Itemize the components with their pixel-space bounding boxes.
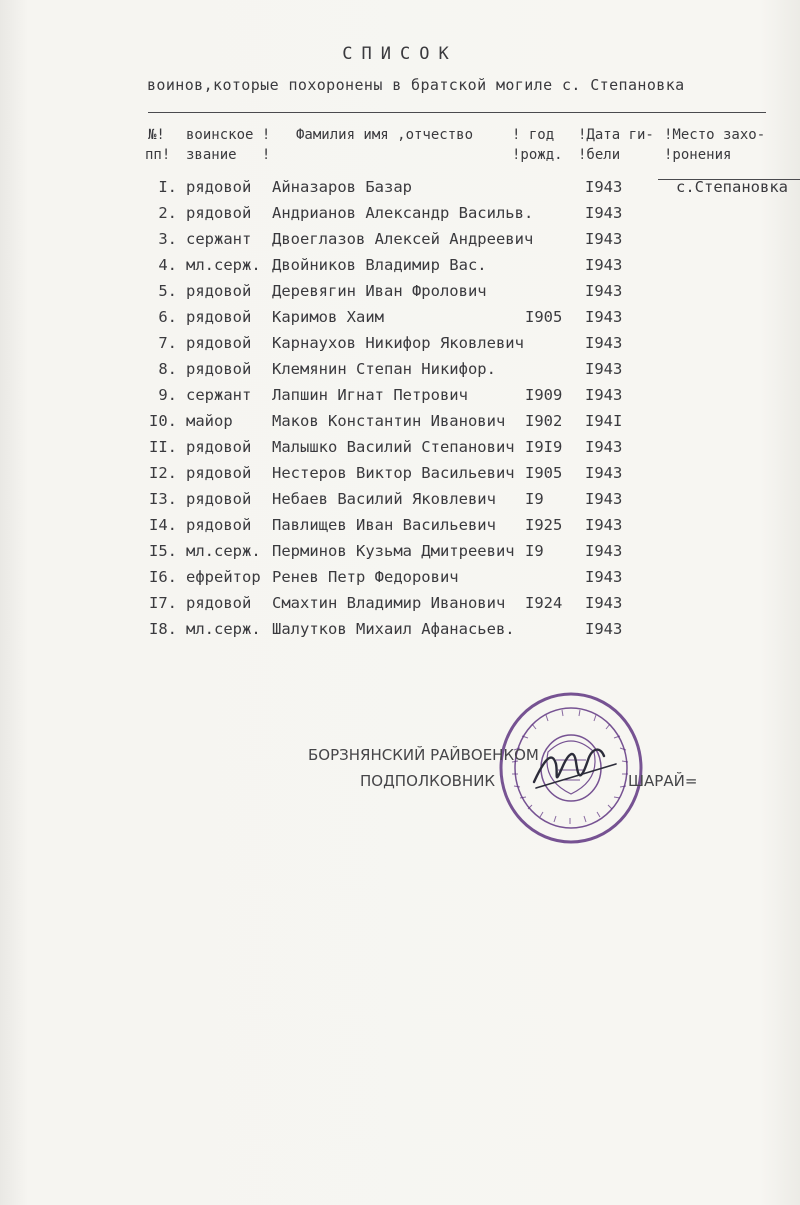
table-row	[0, 256, 800, 282]
row-num: 7.	[158, 334, 177, 352]
table-row	[0, 178, 800, 204]
table-row	[0, 620, 800, 646]
header-name: Фамилия имя ,отчество	[296, 127, 474, 143]
row-name: Небаев Василий Яковлевич	[272, 490, 496, 508]
row-num: I2.	[149, 464, 177, 482]
header-rank-bottom: звание !	[186, 147, 271, 163]
table-row	[0, 542, 800, 568]
table-row	[0, 516, 800, 542]
row-name: Деревягин Иван Фролович	[272, 282, 487, 300]
row-rank: рядовой	[186, 490, 252, 508]
row-death-year: I94I	[585, 412, 623, 430]
header-dyear-bottom: !бели	[578, 147, 621, 163]
table-row	[0, 334, 800, 360]
row-name: Айназаров Базар	[272, 178, 412, 196]
official-stamp	[496, 690, 646, 846]
row-rank: сержант	[186, 230, 252, 248]
table-row	[0, 464, 800, 490]
table-row	[0, 204, 800, 230]
table-row	[0, 568, 800, 594]
row-death-year: I943	[585, 620, 623, 638]
row-death-year: I943	[585, 360, 623, 378]
row-death-year: I943	[585, 282, 623, 300]
row-birth-year: I9	[525, 542, 544, 560]
row-num: 8.	[158, 360, 177, 378]
row-death-year: I943	[585, 178, 623, 196]
row-birth-year: I905	[525, 308, 563, 326]
header-byear-bottom: !рожд.	[512, 147, 563, 163]
row-name: Шалутков Михаил Афанасьев.	[272, 620, 515, 638]
row-rank: рядовой	[186, 204, 252, 222]
row-name: Перминов Кузьма Дмитреевич	[272, 542, 515, 560]
row-name: Нестеров Виктор Васильевич	[272, 464, 515, 482]
row-rank: рядовой	[186, 282, 252, 300]
signature-line-office: БОРЗНЯНСКИЙ РАЙВОЕНКОМ	[308, 746, 539, 764]
row-num: 5.	[158, 282, 177, 300]
row-name: Павлищев Иван Васильевич	[272, 516, 496, 534]
row-birth-year: I924	[525, 594, 563, 612]
table-row	[0, 594, 800, 620]
row-birth-year: I905	[525, 464, 563, 482]
row-birth-year: I9	[525, 490, 544, 508]
row-death-year: I943	[585, 568, 623, 586]
row-rank: ефрейтор	[186, 568, 261, 586]
row-rank: мл.серж.	[186, 542, 261, 560]
row-rank: рядовой	[186, 594, 252, 612]
row-num: 4.	[158, 256, 177, 274]
row-num: I7.	[149, 594, 177, 612]
row-num: I4.	[149, 516, 177, 534]
row-birth-year: I9I9	[525, 438, 563, 456]
row-num: I5.	[149, 542, 177, 560]
table-row	[0, 230, 800, 256]
row-death-year: I943	[585, 542, 623, 560]
document-title: СПИСОК	[342, 44, 458, 64]
header-rank-top: воинское !	[186, 127, 271, 143]
header-dyear-top: !Дата ги-	[578, 127, 654, 143]
header-num-top: №!	[148, 127, 165, 143]
row-num: 6.	[158, 308, 177, 326]
row-death-year: I943	[585, 438, 623, 456]
row-rank: майор	[186, 412, 233, 430]
row-rank: рядовой	[186, 438, 252, 456]
row-burial-place: с.Степановка	[676, 178, 788, 196]
signature-line-surname: ШАРАЙ=	[628, 772, 698, 790]
header-byear-top: ! год	[512, 127, 555, 143]
table-row	[0, 360, 800, 386]
row-rank: мл.серж.	[186, 620, 261, 638]
row-num: I6.	[149, 568, 177, 586]
row-birth-year: I925	[525, 516, 563, 534]
row-name: Каримов Хаим	[272, 308, 384, 326]
row-rank: сержант	[186, 386, 252, 404]
row-name: Ренев Петр Федорович	[272, 568, 459, 586]
row-name: Малышко Василий Степанович	[272, 438, 515, 456]
row-death-year: I943	[585, 490, 623, 508]
row-name: Карнаухов Никифор Яковлевич	[272, 334, 524, 352]
row-name: Двоеглазов Алексей Андреевич	[272, 230, 534, 248]
row-death-year: I943	[585, 334, 623, 352]
row-num: I3.	[149, 490, 177, 508]
row-name: Андрианов Александр Васильв.	[272, 204, 534, 222]
row-num: 3.	[158, 230, 177, 248]
row-death-year: I943	[585, 204, 623, 222]
row-death-year: I943	[585, 386, 623, 404]
header-rule	[148, 112, 766, 113]
row-death-year: I943	[585, 594, 623, 612]
row-birth-year: I909	[525, 386, 563, 404]
table-row	[0, 308, 800, 334]
row-num: II.	[149, 438, 177, 456]
row-num: I.	[158, 178, 177, 196]
row-rank: мл.серж.	[186, 256, 261, 274]
row-rank: рядовой	[186, 178, 252, 196]
row-death-year: I943	[585, 308, 623, 326]
header-num-bottom: пп!	[145, 147, 171, 163]
row-death-year: I943	[585, 516, 623, 534]
document-subtitle: воинов,которые похоронены в братской могиле с. Степановка	[147, 76, 685, 94]
row-death-year: I943	[585, 256, 623, 274]
row-birth-year: I902	[525, 412, 563, 430]
row-rank: рядовой	[186, 308, 252, 326]
row-name: Лапшин Игнат Петрович	[272, 386, 468, 404]
row-name: Маков Константин Иванович	[272, 412, 506, 430]
header-place-bottom: !ронения	[664, 147, 732, 163]
row-rank: рядовой	[186, 516, 252, 534]
signature-line-rank: ПОДПОЛКОВНИК	[360, 772, 496, 790]
row-name: Двойников Владимир Вас.	[272, 256, 487, 274]
row-rank: рядовой	[186, 334, 252, 352]
table-row	[0, 412, 800, 438]
table-row	[0, 438, 800, 464]
row-name: Смахтин Владимир Иванович	[272, 594, 506, 612]
table-row	[0, 386, 800, 412]
header-place-top: !Место захо-	[664, 127, 766, 143]
row-death-year: I943	[585, 464, 623, 482]
table-row	[0, 490, 800, 516]
row-num: I8.	[149, 620, 177, 638]
row-rank: рядовой	[186, 360, 252, 378]
row-rank: рядовой	[186, 464, 252, 482]
row-num: I0.	[149, 412, 177, 430]
row-death-year: I943	[585, 230, 623, 248]
table-row	[0, 282, 800, 308]
row-name: Клемянин Степан Никифор.	[272, 360, 496, 378]
row-num: 9.	[158, 386, 177, 404]
row-num: 2.	[158, 204, 177, 222]
